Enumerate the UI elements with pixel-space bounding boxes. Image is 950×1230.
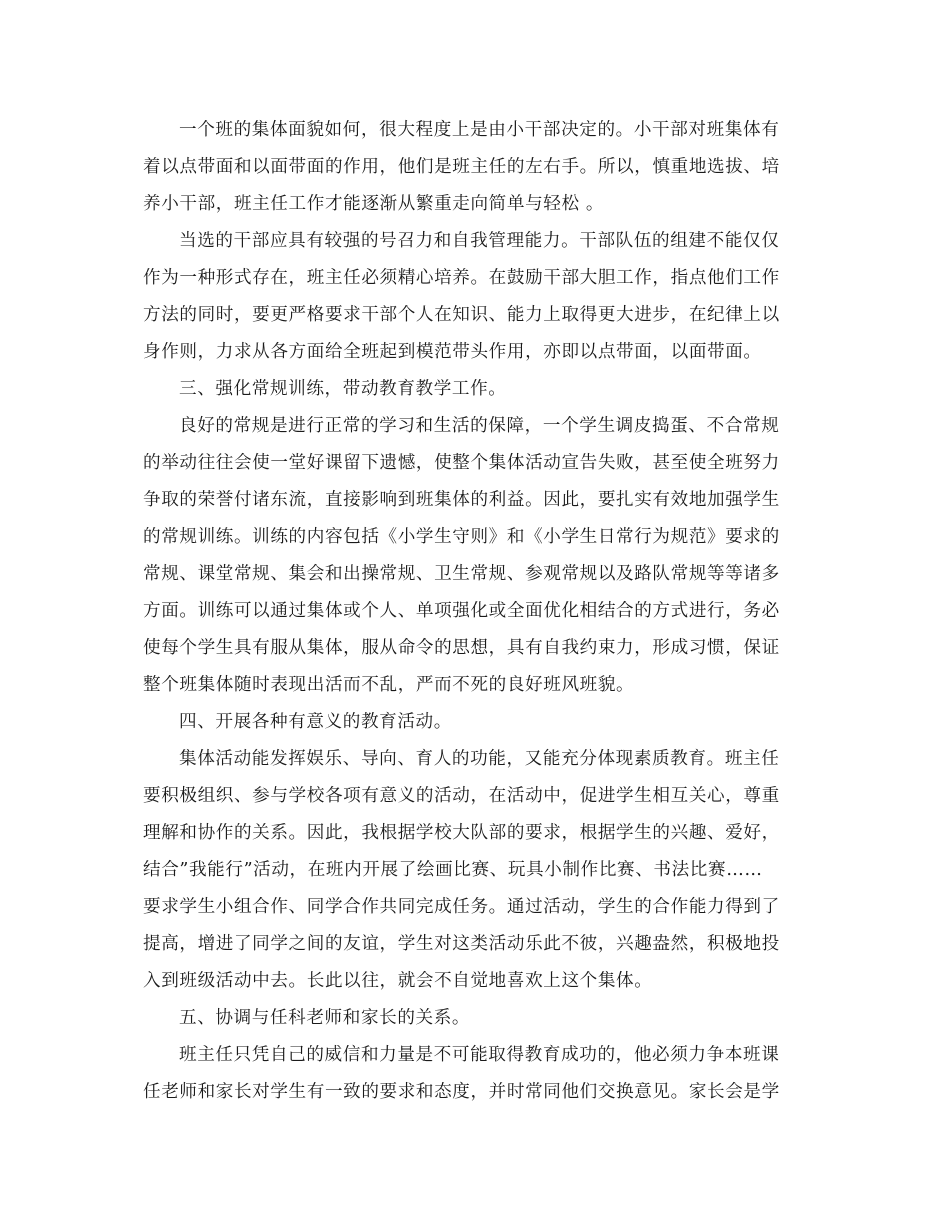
section-heading: 五、协调与任科老师和家长的关系。 bbox=[179, 1008, 471, 1028]
paragraph-line: 集体活动能发挥娱乐、导向、育人的功能，又能充分体现素质教育。班主任 bbox=[179, 749, 780, 769]
paragraph-line: 当选的干部应具有较强的号召力和自我管理能力。干部队伍的组建不能仅仅 bbox=[179, 231, 780, 251]
paragraph-line: 整个班集体随时表现出活而不乱，严而不死的良好班风班貌。 bbox=[143, 675, 635, 695]
paragraph-line: 任老师和家长对学生有一致的要求和态度，并时常同他们交换意见。家长会是学 bbox=[143, 1082, 780, 1102]
section-heading: 三、强化常规训练，带动教育教学工作。 bbox=[179, 379, 507, 399]
paragraph-line: 良好的常规是进行正常的学习和生活的保障，一个学生调皮捣蛋、不合常规 bbox=[179, 416, 780, 436]
paragraph-line: 理解和协作的关系。因此，我根据学校大队部的要求，根据学生的兴趣、爱好， bbox=[143, 823, 780, 843]
paragraph-line: 作为一种形式存在，班主任必须精心培养。在鼓励干部大胆工作，指点他们工作 bbox=[143, 268, 780, 288]
paragraph-line: 的常规训练。训练的内容包括《小学生守则》和《小学生日常行为规范》要求的 bbox=[143, 527, 780, 547]
paragraph-line: 要求学生小组合作、同学合作共同完成任务。通过活动，学生的合作能力得到了 bbox=[143, 897, 780, 917]
paragraph-line: 入到班级活动中去。长此以往，就会不自觉地喜欢上这个集体。 bbox=[143, 971, 653, 991]
paragraph-line: 使每个学生具有服从集体，服从命令的思想，具有自我约束力，形成习惯，保证 bbox=[143, 638, 780, 658]
paragraph-line: 的举动往往会使一堂好课留下遗憾，使整个集体活动宣告失败，甚至使全班努力 bbox=[143, 453, 780, 473]
paragraph-line: 提高，增进了同学之间的友谊，学生对这类活动乐此不彼，兴趣盎然，积极地投 bbox=[143, 934, 780, 954]
paragraph-line: 方法的同时，要更严格要求干部个人在知识、能力上取得更大进步，在纪律上以 bbox=[143, 305, 780, 325]
paragraph-line: 结合”我能行”活动，在班内开展了绘画比赛、玩具小制作比赛、书法比赛…… bbox=[143, 860, 763, 880]
paragraph-line: 常规、课堂常规、集会和出操常规、卫生常规、参观常规以及路队常规等等诸多 bbox=[143, 564, 780, 584]
section-heading: 四、开展各种有意义的教育活动。 bbox=[179, 712, 452, 732]
paragraph-line: 方面。训练可以通过集体或个人、单项强化或全面优化相结合的方式进行，务必 bbox=[143, 601, 780, 621]
paragraph-line: 着以点带面和以面带面的作用，他们是班主任的左右手。所以，慎重地选拔、培 bbox=[143, 157, 780, 177]
paragraph-line: 班主任只凭自己的威信和力量是不可能取得教育成功的，他必须力争本班课 bbox=[179, 1045, 780, 1065]
paragraph-line: 争取的荣誉付诸东流，直接影响到班集体的利益。因此，要扎实有效地加强学生 bbox=[143, 490, 780, 510]
paragraph-line: 身作则，力求从各方面给全班起到模范带头作用，亦即以点带面，以面带面。 bbox=[143, 342, 762, 362]
paragraph-line: 一个班的集体面貌如何，很大程度上是由小干部决定的。小干部对班集体有 bbox=[179, 120, 780, 140]
paragraph-line: 要积极组织、参与学校各项有意义的活动，在活动中，促进学生相互关心，尊重 bbox=[143, 786, 780, 806]
paragraph-line: 养小干部，班主任工作才能逐渐从繁重走向简单与轻松 。 bbox=[143, 194, 605, 214]
